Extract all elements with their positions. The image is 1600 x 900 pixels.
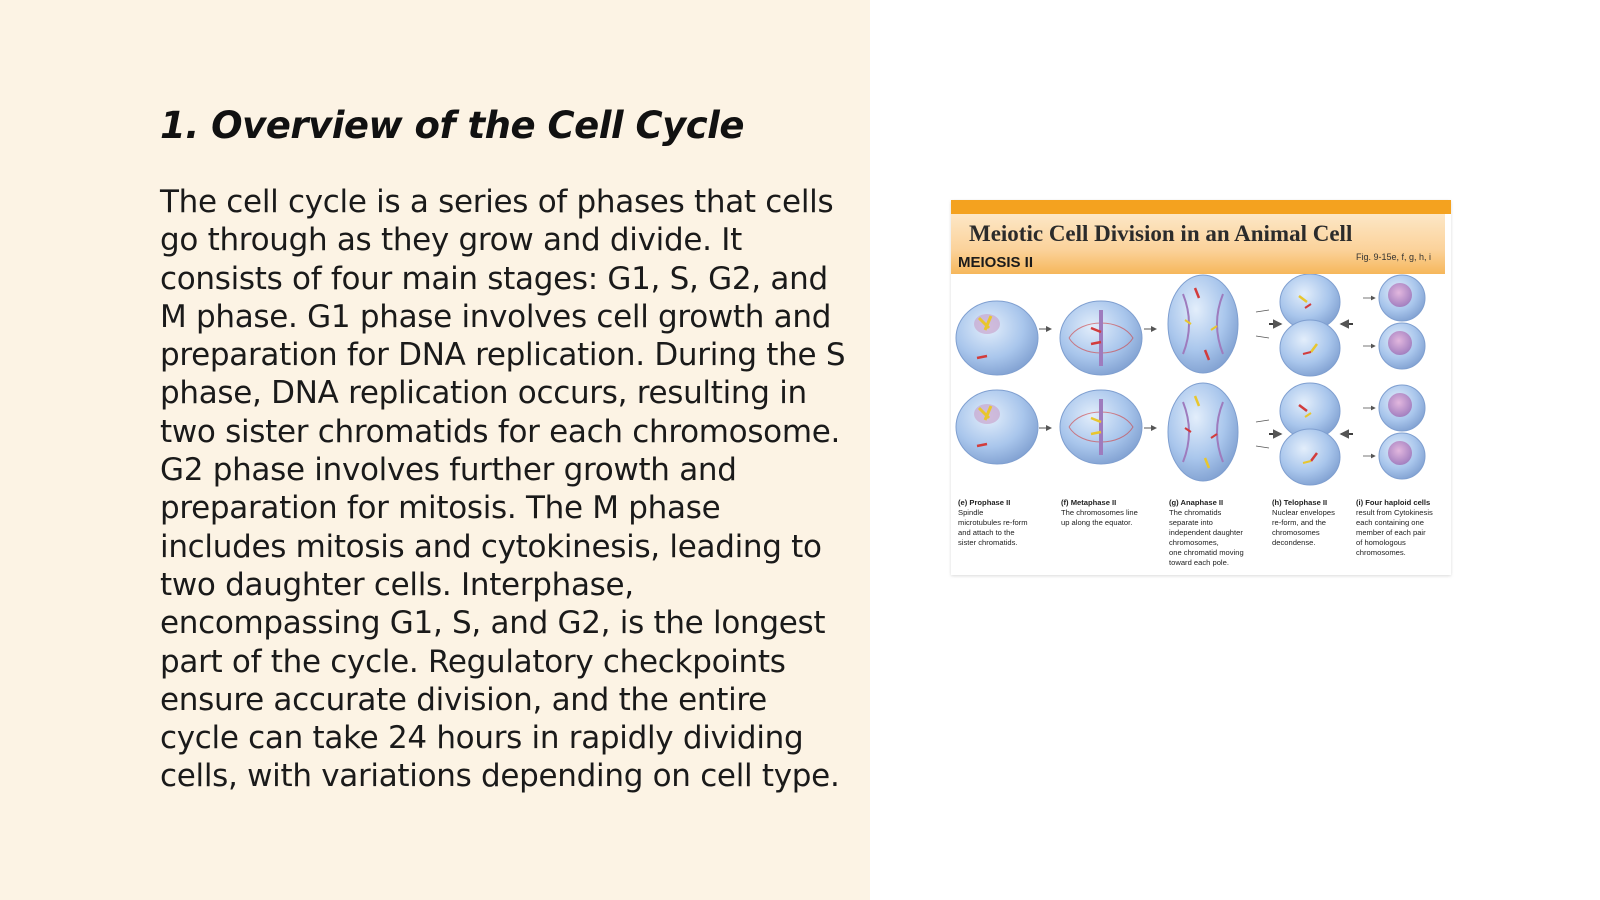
caption-metaphase-ii [1061,498,1159,528]
caption-body: Nuclear envelopes re-form, and the chromosomes decondense. [1272,508,1335,547]
figure-reference: Fig. 9-15e, f, g, h, i [1355,252,1431,262]
row-top [956,274,1425,376]
slide-body-text: The cell cycle is a series of phases that cells go through as they grow and divide. It consists of four main stages: G1, S, G2, and M phase. G1 phase involves cell growth and preparation for DNA replication. During the S phase, DNA replication occurs, resulting in two sister chromatids for each chromosome. G2 phase involves further growth and preparation for mitosis. The M phase includes mitosis and cytokinesis, leading to two daughter cells. Interphase, encompassing G1, S, and G2, is the longest part of the cycle. Regulatory checkpoints ensure accurate division, and the entire cycle can take 24 hours in rapidly dividing cells, with variations depending on cell type. [160,184,846,795]
figure-subtitle: MEIOSIS II [958,254,1034,271]
caption-title: (g) Anaphase II [1169,498,1224,507]
meiosis-illustration [951,274,1451,496]
figure-top-bar [951,200,1451,214]
caption-prophase-ii [958,498,1056,548]
figure-title: Meiotic Cell Division in an Animal Cell [969,221,1353,246]
caption-body: The chromosomes line up along the equator. [1061,508,1138,527]
caption-title: (i) Four haploid cells [1356,498,1431,507]
caption-title: (f) Metaphase II [1061,498,1117,507]
row-bottom [956,383,1425,485]
caption-four-haploid-cells [1356,498,1451,558]
meiosis-figure [951,200,1451,575]
slide-title: 1. Overview of the Cell Cycle [160,104,744,147]
caption-title: (e) Prophase II [958,498,1011,507]
caption-anaphase-ii [1169,498,1267,568]
caption-body: result from Cytokinesis each containing one member of each pair of homologous chromosomes. [1356,508,1433,557]
caption-title: (h) Telophase II [1272,498,1328,507]
caption-telophase-ii [1272,498,1354,548]
caption-body: The chromatids separate into independent daughter chromosomes, one chromatid moving toward each pole. [1169,508,1244,567]
caption-body: Spindle microtubules re-form and attach to the sister chromatids. [958,508,1028,547]
